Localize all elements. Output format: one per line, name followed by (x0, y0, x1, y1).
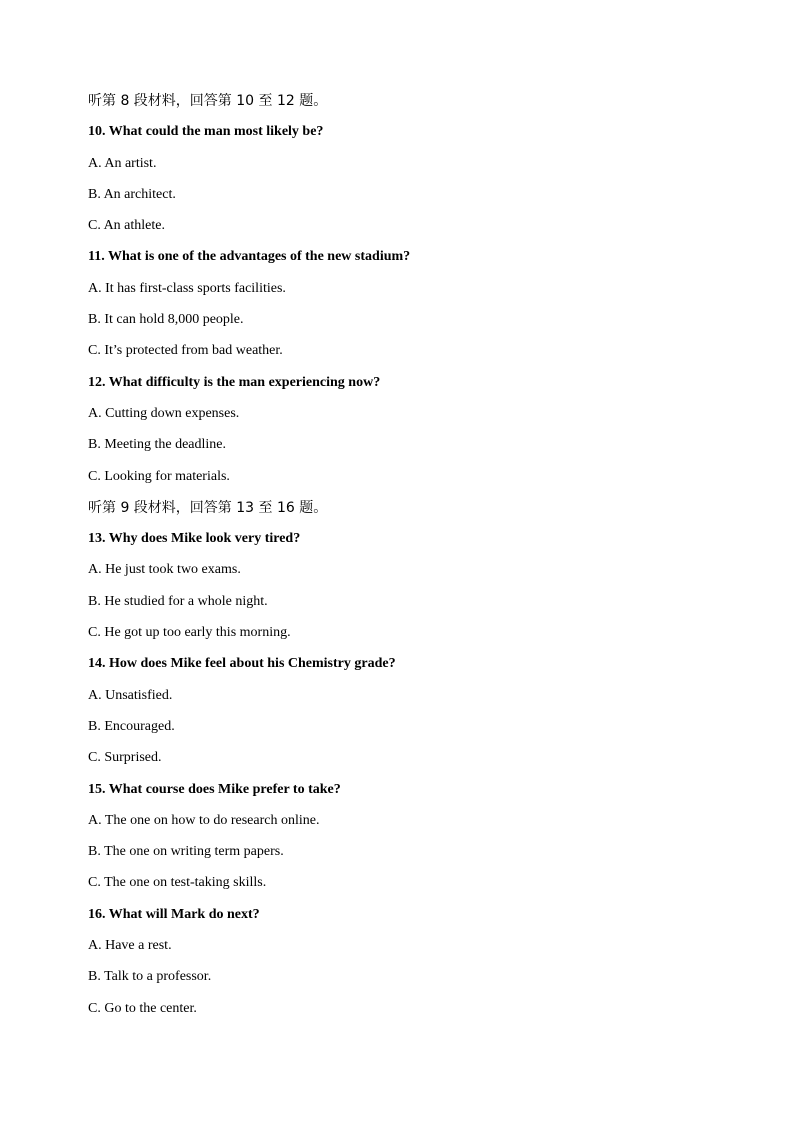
section-heading: 听第 9 段材料，回答第 13 至 16 题。 (88, 499, 328, 516)
option-14-a: A. Unsatisfied. (88, 687, 173, 703)
question-16: 16. What will Mark do next? (88, 906, 260, 922)
question-11: 11. What is one of the advantages of the new stadium? (88, 249, 411, 265)
option-15-b: B. The one on writing term papers. (88, 844, 284, 860)
question-14: 14. How does Mike feel about his Chemistry grade? (88, 656, 396, 672)
document-content (88, 91, 728, 1030)
option-10-a: A. An artist. (88, 155, 157, 171)
option-15-c: C. The one on test-taking skills. (88, 875, 267, 891)
option-14-b: B. Encouraged. (88, 718, 175, 734)
option-13-a: A. He just took two exams. (88, 562, 241, 578)
option-16-c: C. Go to the center. (88, 1000, 197, 1016)
question-10: 10. What could the man most likely be? (88, 124, 324, 140)
option-10-c: C. An athlete. (88, 218, 165, 234)
question-15: 15. What course does Mike prefer to take? (88, 781, 341, 797)
option-14-c: C. Surprised. (88, 750, 162, 766)
option-13-b: B. He studied for a whole night. (88, 593, 268, 609)
option-12-b: B. Meeting the deadline. (88, 437, 227, 453)
option-11-c: C. It’s protected from bad weather. (88, 343, 283, 359)
option-12-a: A. Cutting down expenses. (88, 405, 240, 421)
option-10-b: B. An architect. (88, 186, 176, 202)
question-12: 12. What difficulty is the man experiencing now? (88, 374, 381, 390)
option-16-a: A. Have a rest. (88, 938, 172, 954)
option-15-a: A. The one on how to do research online. (88, 812, 320, 828)
question-13: 13. Why does Mike look very tired? (88, 531, 301, 547)
option-11-b: B. It can hold 8,000 people. (88, 312, 244, 328)
option-12-c: C. Looking for materials. (88, 468, 230, 484)
option-16-b: B. Talk to a professor. (88, 969, 212, 985)
option-11-a: A. It has first-class sports facilities. (88, 280, 286, 296)
section-heading: 听第 8 段材料，回答第 10 至 12 题。 (88, 93, 328, 109)
option-13-c: C. He got up too early this morning. (88, 625, 291, 641)
